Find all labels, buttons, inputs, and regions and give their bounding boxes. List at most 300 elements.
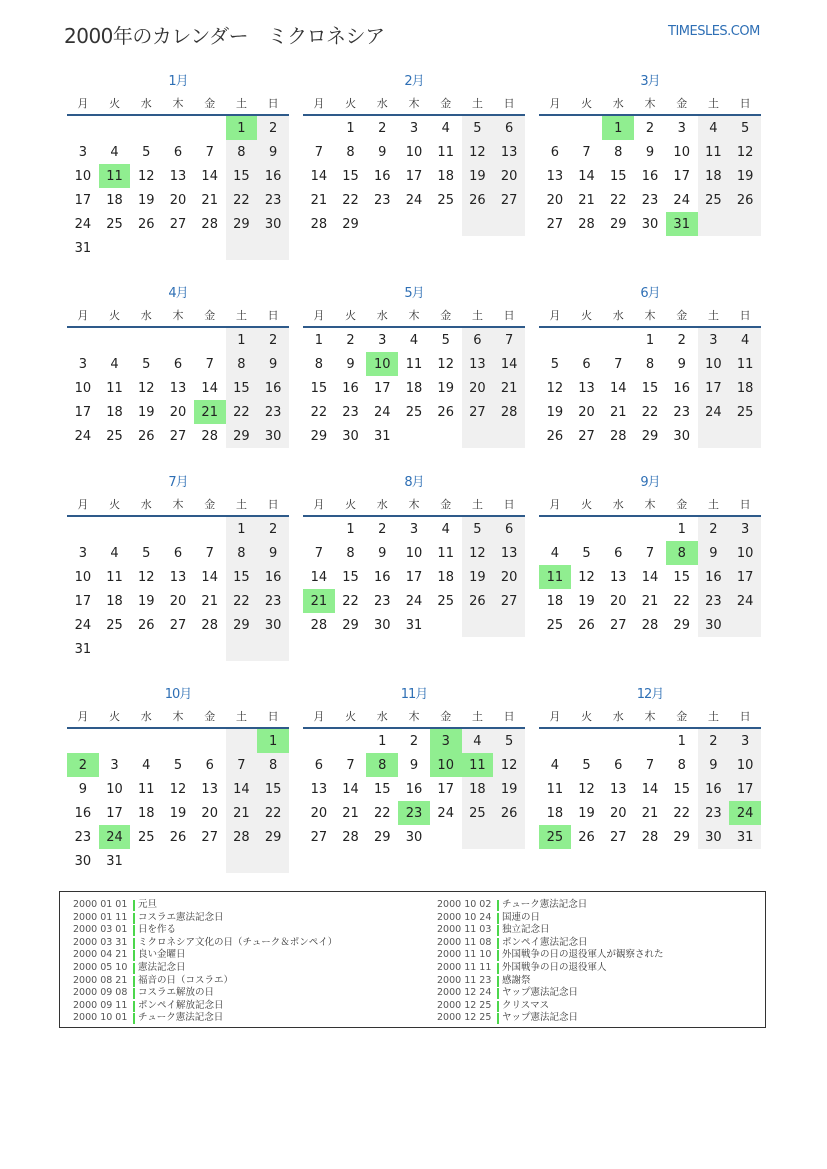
day-cell: 14 [201, 380, 218, 396]
day-cell: 19 [462, 565, 494, 589]
weekday-label: 木 [172, 97, 184, 110]
day-cell: 22 [673, 805, 690, 821]
day-grid [539, 517, 761, 637]
day-cell: 3 [698, 328, 730, 352]
empty-cell [539, 328, 571, 352]
weekday-header [539, 493, 761, 517]
day-cell: 13 [201, 781, 218, 797]
weekday-label: 金 [204, 710, 216, 723]
day-cell: 12 [462, 140, 494, 164]
weekday-label: 土 [235, 710, 247, 723]
day-cell: 6 [173, 144, 183, 160]
day-cell: 13 [610, 569, 627, 585]
holiday-list-right [437, 899, 664, 1025]
day-grid [67, 328, 289, 448]
day-cell: 22 [310, 404, 328, 420]
holiday-date: 2000 12 25 [437, 1012, 492, 1024]
day-cell: 7 [493, 328, 525, 352]
empty-cell [194, 517, 226, 541]
day-cell: 5 [582, 757, 591, 773]
day-cell: 21 [342, 805, 359, 821]
day-cell: 23 [374, 593, 391, 609]
weekday-label: 金 [204, 309, 216, 322]
weekday-label: 月 [313, 710, 325, 723]
day-cell: 11 [106, 569, 123, 585]
weekday-label: 金 [440, 710, 452, 723]
day-grid [67, 729, 289, 873]
holiday-row [73, 1012, 337, 1025]
weekday-label: 月 [549, 710, 561, 723]
day-cell: 19 [493, 777, 525, 801]
day-cell: 8 [226, 352, 258, 376]
day-cell: 15 [226, 164, 258, 188]
weekday-label: 火 [581, 498, 593, 511]
holiday-marker [133, 950, 135, 961]
day-cell: 11 [729, 352, 761, 376]
holiday-date: 2000 03 31 [73, 936, 128, 948]
day-cell: 14 [610, 380, 627, 396]
day-cell: 3 [110, 757, 119, 773]
day-grid [303, 729, 525, 849]
holiday-row [437, 924, 664, 937]
month-2 [303, 72, 525, 236]
day-cell: 12 [437, 356, 454, 372]
holiday-name: 憲法記念日 [138, 961, 186, 973]
empty-cell [194, 849, 226, 873]
day-cell: 2 [677, 332, 686, 348]
day-cell: 24 [74, 216, 92, 232]
day-cell: 12 [169, 781, 187, 797]
weekday-label: 水 [612, 309, 624, 322]
month-name: 7月 [168, 475, 188, 490]
holiday-date: 2000 12 25 [437, 999, 492, 1011]
holiday-row [73, 899, 337, 912]
holiday-name: クリスマス [502, 999, 550, 1011]
weekday-label: 水 [612, 710, 624, 723]
day-cell: 5 [550, 356, 559, 372]
day-cell: 5 [729, 116, 761, 140]
holiday-date: 2000 01 01 [73, 899, 128, 910]
weekday-label: 日 [503, 309, 515, 322]
empty-cell [162, 729, 194, 753]
day-grid [303, 116, 525, 236]
weekday-label: 木 [408, 97, 420, 110]
holiday-day-cell: 8 [666, 541, 698, 565]
day-cell: 2 [257, 328, 289, 352]
day-cell: 4 [110, 144, 119, 160]
weekday-header [67, 304, 289, 328]
day-cell: 3 [378, 332, 387, 348]
day-cell: 13 [169, 168, 187, 184]
empty-cell [162, 637, 194, 661]
day-cell: 1 [346, 120, 355, 136]
empty-cell [430, 825, 462, 849]
day-cell: 13 [546, 168, 564, 184]
weekday-label: 日 [267, 710, 279, 723]
day-cell: 26 [138, 216, 155, 232]
day-cell: 30 [257, 212, 289, 236]
day-cell: 11 [698, 140, 730, 164]
day-cell: 30 [698, 613, 730, 637]
day-cell: 22 [374, 805, 391, 821]
weekday-label: 月 [77, 97, 89, 110]
day-cell: 26 [462, 589, 494, 613]
empty-cell [303, 729, 335, 753]
day-cell: 18 [106, 192, 123, 208]
weekday-label: 土 [707, 498, 719, 511]
day-cell: 19 [169, 805, 187, 821]
day-grid [67, 116, 289, 260]
day-cell: 26 [138, 428, 155, 444]
month-name: 1月 [168, 74, 188, 89]
day-cell: 14 [201, 569, 218, 585]
empty-cell [99, 328, 131, 352]
day-cell: 24 [437, 805, 454, 821]
weekday-label: 金 [440, 498, 452, 511]
day-cell: 28 [641, 617, 659, 633]
day-cell: 27 [493, 188, 525, 212]
day-cell: 30 [641, 216, 659, 232]
day-cell: 11 [437, 144, 454, 160]
month-name: 6月 [640, 286, 660, 301]
day-cell: 19 [138, 404, 155, 420]
weekday-label: 火 [345, 498, 357, 511]
day-cell: 2 [698, 517, 730, 541]
day-cell: 1 [677, 733, 686, 749]
day-cell: 22 [342, 593, 359, 609]
day-cell: 23 [257, 400, 289, 424]
holiday-row [73, 937, 337, 950]
day-cell: 3 [78, 545, 87, 561]
day-cell: 29 [226, 424, 258, 448]
weekday-label: 木 [408, 710, 420, 723]
empty-cell [194, 116, 226, 140]
day-cell: 20 [169, 192, 187, 208]
day-cell: 4 [441, 521, 450, 537]
holiday-list-left [73, 899, 337, 1025]
weekday-label: 火 [109, 498, 121, 511]
empty-cell [99, 517, 131, 541]
day-cell: 25 [437, 593, 454, 609]
day-cell: 7 [645, 545, 655, 561]
day-cell: 19 [546, 404, 564, 420]
day-cell: 22 [226, 188, 258, 212]
empty-cell [493, 613, 525, 637]
day-cell: 30 [257, 424, 289, 448]
day-cell: 22 [641, 404, 659, 420]
day-cell: 27 [169, 216, 187, 232]
holiday-row [73, 949, 337, 962]
holiday-day-cell: 23 [398, 801, 430, 825]
day-cell: 28 [342, 829, 359, 845]
weekday-header [539, 304, 761, 328]
holiday-day-cell: 24 [99, 825, 131, 849]
holiday-marker [133, 963, 135, 974]
weekday-label: 水 [140, 97, 152, 110]
day-cell: 19 [729, 164, 761, 188]
weekday-label: 木 [644, 97, 656, 110]
day-cell: 14 [310, 168, 328, 184]
weekday-label: 月 [549, 498, 561, 511]
day-cell: 21 [493, 376, 525, 400]
day-cell: 8 [346, 545, 355, 561]
day-cell: 28 [310, 617, 328, 633]
holiday-day-cell: 1 [226, 116, 258, 140]
day-cell: 4 [462, 729, 494, 753]
month-name: 12月 [636, 687, 664, 702]
day-cell: 2 [257, 116, 289, 140]
weekday-label: 日 [739, 97, 751, 110]
day-cell: 23 [257, 589, 289, 613]
day-cell: 20 [201, 805, 218, 821]
month-9 [539, 473, 761, 637]
day-cell: 29 [257, 825, 289, 849]
weekday-label: 水 [612, 498, 624, 511]
weekday-label: 木 [408, 498, 420, 511]
weekday-header [303, 493, 525, 517]
day-cell: 28 [226, 825, 258, 849]
holiday-list [59, 891, 766, 1028]
holiday-day-cell: 21 [194, 400, 226, 424]
holiday-marker [497, 938, 499, 949]
empty-cell [462, 613, 494, 637]
weekday-label: 水 [376, 97, 388, 110]
empty-cell [729, 212, 761, 236]
day-cell: 9 [378, 144, 387, 160]
day-cell: 25 [106, 428, 123, 444]
holiday-name: ミクロネシア文化の日（チューク＆ポンペイ） [138, 936, 338, 948]
day-cell: 4 [550, 757, 559, 773]
day-cell: 14 [310, 569, 328, 585]
day-cell: 16 [342, 380, 359, 396]
weekday-label: 土 [471, 710, 483, 723]
empty-cell [493, 212, 525, 236]
day-cell: 24 [698, 400, 730, 424]
day-cell: 18 [405, 380, 423, 396]
day-cell: 16 [673, 380, 690, 396]
day-cell: 2 [645, 120, 655, 136]
holiday-name: 外国戦争の日の退役軍人 [502, 961, 607, 973]
day-cell: 7 [582, 144, 591, 160]
holiday-row [73, 987, 337, 1000]
empty-cell [698, 212, 730, 236]
site-logo[interactable]: TIMESLES.COM [668, 24, 760, 39]
day-cell: 7 [314, 144, 323, 160]
day-cell: 27 [169, 428, 187, 444]
weekday-label: 火 [581, 710, 593, 723]
day-cell: 5 [142, 144, 151, 160]
day-cell: 28 [201, 428, 218, 444]
holiday-day-cell: 3 [430, 729, 462, 753]
day-cell: 29 [342, 617, 359, 633]
empty-cell [99, 236, 131, 260]
day-cell: 7 [346, 757, 355, 773]
day-cell: 16 [257, 565, 289, 589]
holiday-date: 2000 11 11 [437, 961, 492, 973]
empty-cell [257, 637, 289, 661]
day-cell: 19 [578, 593, 595, 609]
day-cell: 26 [493, 801, 525, 825]
holiday-date: 2000 11 23 [437, 974, 492, 986]
holiday-marker [497, 1013, 499, 1024]
weekday-label: 日 [503, 97, 515, 110]
holiday-day-cell: 8 [366, 753, 398, 777]
empty-cell [162, 849, 194, 873]
weekday-label: 木 [172, 309, 184, 322]
weekday-header [303, 92, 525, 116]
weekday-label: 金 [676, 498, 688, 511]
weekday-label: 水 [140, 309, 152, 322]
day-cell: 30 [374, 617, 391, 633]
holiday-name: 日を作る [138, 924, 177, 936]
day-cell: 1 [677, 521, 686, 537]
day-cell: 20 [493, 164, 525, 188]
day-cell: 4 [142, 757, 151, 773]
day-cell: 10 [74, 380, 92, 396]
holiday-row [437, 1000, 664, 1013]
empty-cell [130, 236, 162, 260]
empty-cell [99, 729, 131, 753]
weekday-label: 火 [581, 309, 593, 322]
holiday-name: 良い金曜日 [138, 949, 186, 961]
weekday-label: 日 [267, 97, 279, 110]
empty-cell [257, 849, 289, 873]
empty-cell [602, 517, 634, 541]
day-cell: 1 [378, 733, 387, 749]
day-grid [303, 517, 525, 637]
holiday-date: 2000 09 11 [73, 999, 128, 1011]
empty-cell [162, 116, 194, 140]
day-cell: 25 [138, 829, 155, 845]
day-cell: 2 [378, 521, 387, 537]
day-cell: 4 [110, 356, 119, 372]
day-cell: 12 [138, 380, 155, 396]
day-cell: 14 [226, 777, 258, 801]
day-cell: 17 [74, 404, 92, 420]
day-cell: 28 [578, 216, 595, 232]
day-cell: 28 [493, 400, 525, 424]
day-cell: 21 [578, 192, 595, 208]
holiday-name: ヤップ憲法記念日 [502, 1012, 579, 1024]
day-cell: 13 [493, 541, 525, 565]
holiday-day-cell: 10 [366, 352, 398, 376]
day-cell: 23 [257, 188, 289, 212]
empty-cell [462, 825, 494, 849]
day-cell: 11 [546, 781, 564, 797]
weekday-label: 日 [739, 498, 751, 511]
day-cell: 25 [698, 188, 730, 212]
day-cell: 29 [610, 216, 627, 232]
empty-cell [602, 729, 634, 753]
empty-cell [194, 236, 226, 260]
day-cell: 8 [226, 140, 258, 164]
month-name: 9月 [640, 475, 660, 490]
empty-cell [634, 729, 666, 753]
day-cell: 31 [74, 240, 92, 256]
weekday-header [303, 304, 525, 328]
day-cell: 17 [698, 376, 730, 400]
day-cell: 26 [169, 829, 187, 845]
day-cell: 27 [610, 617, 627, 633]
weekday-label: 火 [345, 97, 357, 110]
holiday-name: 国連の日 [502, 911, 541, 923]
day-cell: 8 [677, 757, 686, 773]
holiday-row [437, 975, 664, 988]
day-cell: 28 [641, 829, 659, 845]
holiday-marker [133, 988, 135, 999]
weekday-label: 金 [676, 97, 688, 110]
month-name: 4月 [168, 286, 188, 301]
day-cell: 30 [405, 829, 423, 845]
holiday-row [73, 962, 337, 975]
holiday-day-cell: 10 [430, 753, 462, 777]
holiday-date: 2000 04 21 [73, 949, 128, 961]
empty-cell [462, 424, 494, 448]
day-cell: 6 [314, 757, 323, 773]
day-cell: 7 [645, 757, 655, 773]
holiday-marker [497, 1001, 499, 1012]
day-cell: 26 [578, 617, 595, 633]
weekday-label: 木 [644, 710, 656, 723]
day-cell: 23 [698, 801, 730, 825]
day-cell: 27 [462, 400, 494, 424]
day-cell: 10 [74, 168, 92, 184]
day-cell: 15 [374, 781, 391, 797]
day-cell: 31 [405, 617, 423, 633]
weekday-label: 木 [408, 309, 420, 322]
day-cell: 21 [641, 593, 659, 609]
day-cell: 9 [257, 140, 289, 164]
day-cell: 29 [374, 829, 391, 845]
day-cell: 15 [257, 777, 289, 801]
day-cell: 5 [462, 116, 494, 140]
day-cell: 30 [342, 428, 359, 444]
day-cell: 30 [698, 825, 730, 849]
day-cell: 18 [138, 805, 155, 821]
day-cell: 29 [226, 613, 258, 637]
day-cell: 14 [201, 168, 218, 184]
day-cell: 18 [546, 805, 564, 821]
holiday-row [437, 912, 664, 925]
holiday-day-cell: 25 [539, 825, 571, 849]
holiday-row [437, 937, 664, 950]
holiday-row [73, 912, 337, 925]
weekday-label: 木 [644, 498, 656, 511]
day-cell: 16 [374, 168, 391, 184]
day-cell: 31 [106, 853, 123, 869]
day-cell: 18 [729, 376, 761, 400]
day-cell: 27 [310, 829, 328, 845]
empty-cell [539, 517, 571, 541]
holiday-name: ポンペイ解放記念日 [138, 999, 224, 1011]
day-cell: 25 [729, 400, 761, 424]
day-cell: 15 [226, 376, 258, 400]
day-cell: 19 [437, 380, 454, 396]
day-cell: 9 [378, 545, 387, 561]
weekday-label: 水 [140, 710, 152, 723]
day-cell: 11 [437, 545, 454, 561]
day-cell: 7 [314, 545, 323, 561]
day-cell: 6 [462, 328, 494, 352]
day-cell: 1 [645, 332, 655, 348]
empty-cell [67, 328, 99, 352]
day-cell: 13 [169, 380, 187, 396]
day-cell: 15 [310, 380, 328, 396]
day-cell: 3 [729, 729, 761, 753]
day-grid [539, 328, 761, 448]
day-cell: 8 [614, 144, 623, 160]
holiday-name: 福音の日（コスラエ） [138, 974, 234, 986]
